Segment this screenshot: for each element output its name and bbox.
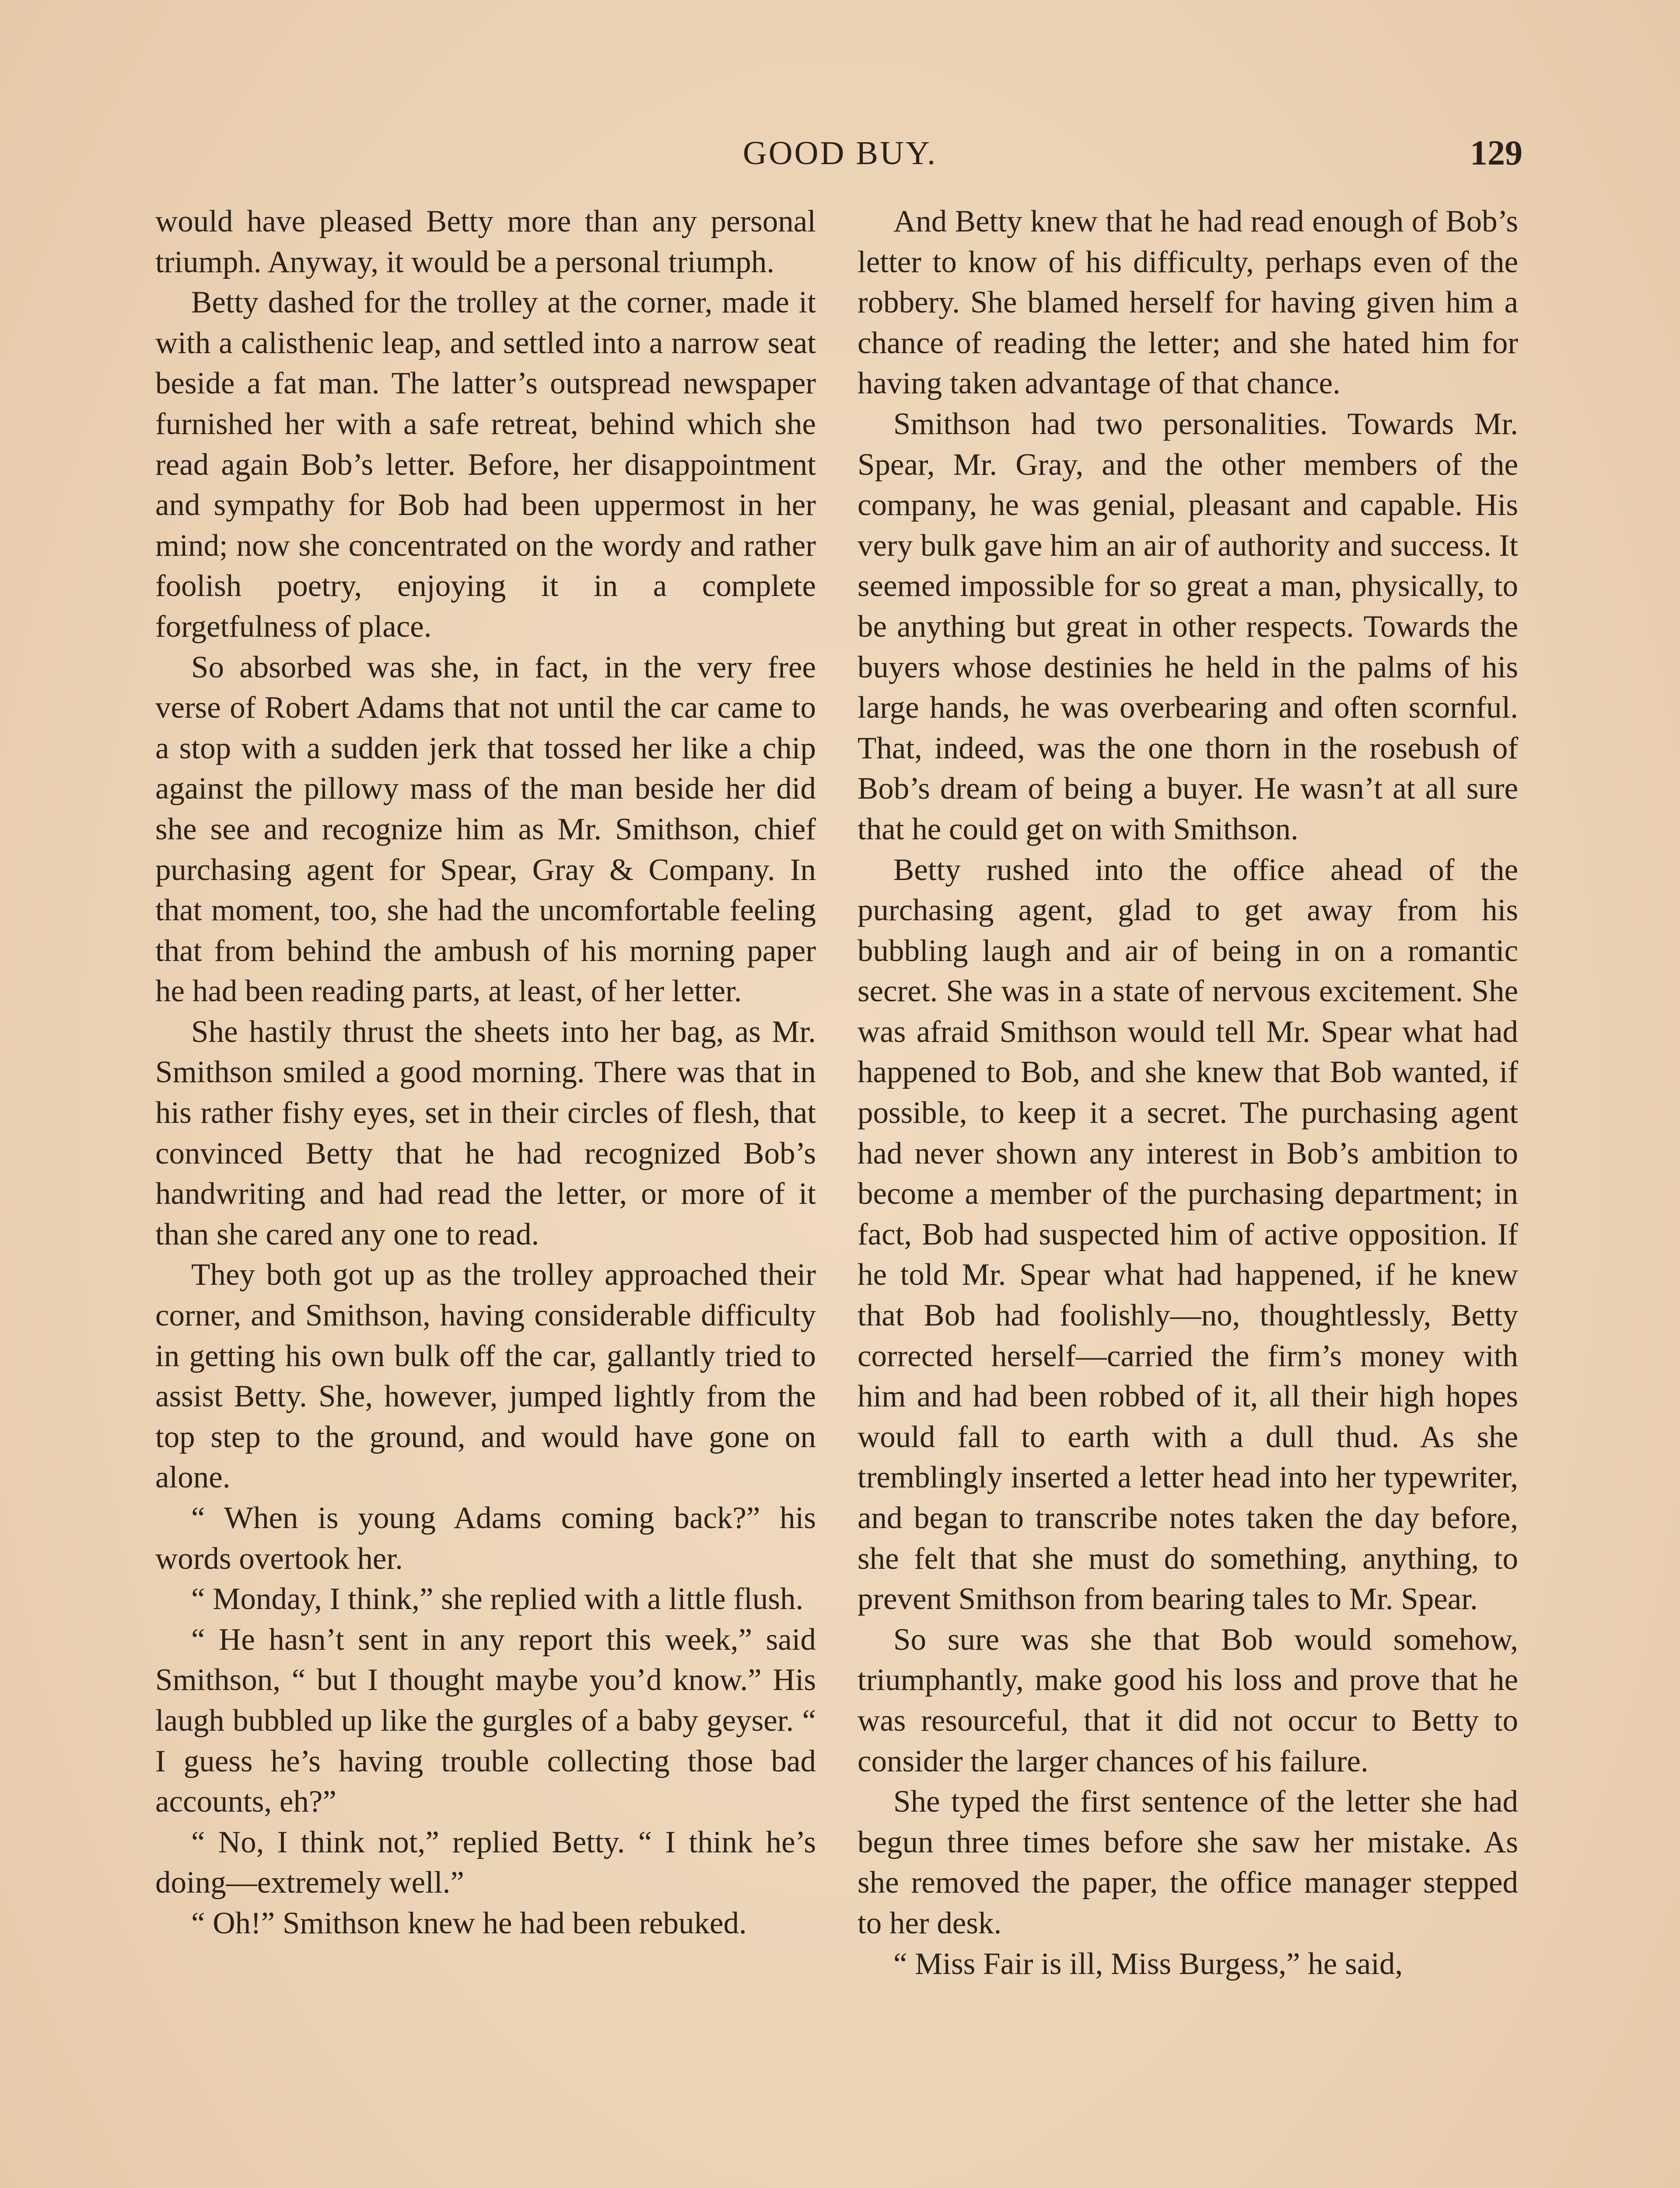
paragraph: She hastily thrust the sheets into her bag, as Mr. Smithson smiled a good morning. There was that in his rather fishy eyes, set in their circles of flesh, that convinced Betty that he had recognized Bob’s handwriting and had read the letter, or more of it than she cared any one to read.	[155, 1014, 816, 1252]
page-title: GOOD BUY.	[742, 135, 938, 172]
paragraph: “ No, I think not,” replied Betty. “ I think he’s doing—extremely well.”	[155, 1825, 816, 1900]
paragraph: So absorbed was she, in fact, in the very free verse of Robert Adams that not until the car came to a stop with a sudden jerk that tossed her like a chip against the pillowy mass of the man beside her did she see and recognize him as Mr. Smithson, chief purchasing agent for Spear, Gray & Company. In that moment, too, she had the uncomfortable feeling that from behind the ambush of his morning paper he had been reading parts, at least, of her letter.	[155, 650, 816, 1009]
paragraph: would have pleased Betty more than any personal triumph. Anyway, it would be a personal triumph.	[155, 204, 816, 279]
right-column	[858, 201, 1518, 1984]
paragraph: Betty dashed for the trolley at the corner, made it with a calisthenic leap, and settled into a narrow seat beside a fat man. The latter’s outspread newspaper furnished her with a safe retreat, behind which she read again Bob’s letter. Before, her disappointment and sympathy for Bob had been uppermost in her mind; now she concentrated on the wordy and rather foolish poetry, enjoying it in a complete forgetfulness of place.	[155, 285, 816, 644]
running-head	[158, 127, 1522, 179]
paragraph: “ He hasn’t sent in any report this week,” said Smithson, “ but I thought maybe you’d know.” His laugh bubbled up like the gurgles of a baby geyser. “ I guess he’s having trouble collecting those bad accounts, eh?”	[155, 1622, 816, 1819]
paragraph: They both got up as the trolley approached their corner, and Smithson, having considerable difficulty in getting his own bulk off the car, gallantly tried to assist Betty. She, however, jumped lightly from the top step to the ground, and would have gone on alone.	[155, 1258, 816, 1495]
paragraph: Betty rushed into the office ahead of the purchasing agent, glad to get away from his bubbling laugh and air of being in on a romantic secret. She was in a state of nervous excitement. She was afraid Smithson would tell Mr. Spear what had happened to Bob, and she knew that Bob wanted, if possible, to keep it a secret. The purchasing agent had never shown any interest in Bob’s ambition to become a member of the purchasing department; in fact, Bob had suspected him of active opposition. If he told Mr. Spear what had happened, if he knew that Bob had foolishly—no, thoughtlessly, Betty corrected herself—carried the firm’s money with him and had been robbed of it, all their high hopes would fall to earth with a dull thud. As she tremblingly inserted a letter head into her typewriter, and began to transcribe notes taken the day before, she felt that she must do something, anything, to prevent Smithson from bearing tales to Mr. Spear.	[858, 852, 1518, 1616]
paragraph: And Betty knew that he had read enough of Bob’s letter to know of his difficulty, perhaps even of the robbery. She blamed herself for having given him a chance of reading the letter; and she hated him for having taken advantage of that chance.	[858, 204, 1518, 401]
paragraph: “ When is young Adams coming back?” his words overtook her.	[155, 1501, 816, 1576]
paragraph: “ Monday, I think,” she replied with a little flush.	[191, 1582, 804, 1616]
page-number: 129	[1470, 134, 1522, 172]
left-column	[155, 201, 816, 1944]
paragraph: She typed the first sentence of the letter she had begun three times before she saw her mistake. As she removed the paper, the office manager stepped to her desk.	[858, 1785, 1518, 1940]
paragraph: “ Miss Fair is ill, Miss Burgess,” he said,	[893, 1946, 1403, 1981]
paragraph: Smithson had two personalities. Towards Mr. Spear, Mr. Gray, and the other members of the company, he was genial, pleasant and capable. His very bulk gave him an air of authority and success. It seemed impossible for so great a man, physically, to be anything but great in other respects. Towards the buyers whose destinies he held in the palms of his large hands, he was overbearing and often scornful. That, indeed, was the one thorn in the rosebush of Bob’s dream of being a buyer. He wasn’t at all sure that he could get on with Smithson.	[858, 407, 1518, 846]
paragraph: So sure was she that Bob would somehow, triumphantly, make good his loss and prove that he was resourceful, that it did not occur to Betty to consider the larger chances of his failure.	[858, 1622, 1518, 1778]
paragraph: “ Oh!” Smithson knew he had been rebuked.	[191, 1906, 747, 1940]
